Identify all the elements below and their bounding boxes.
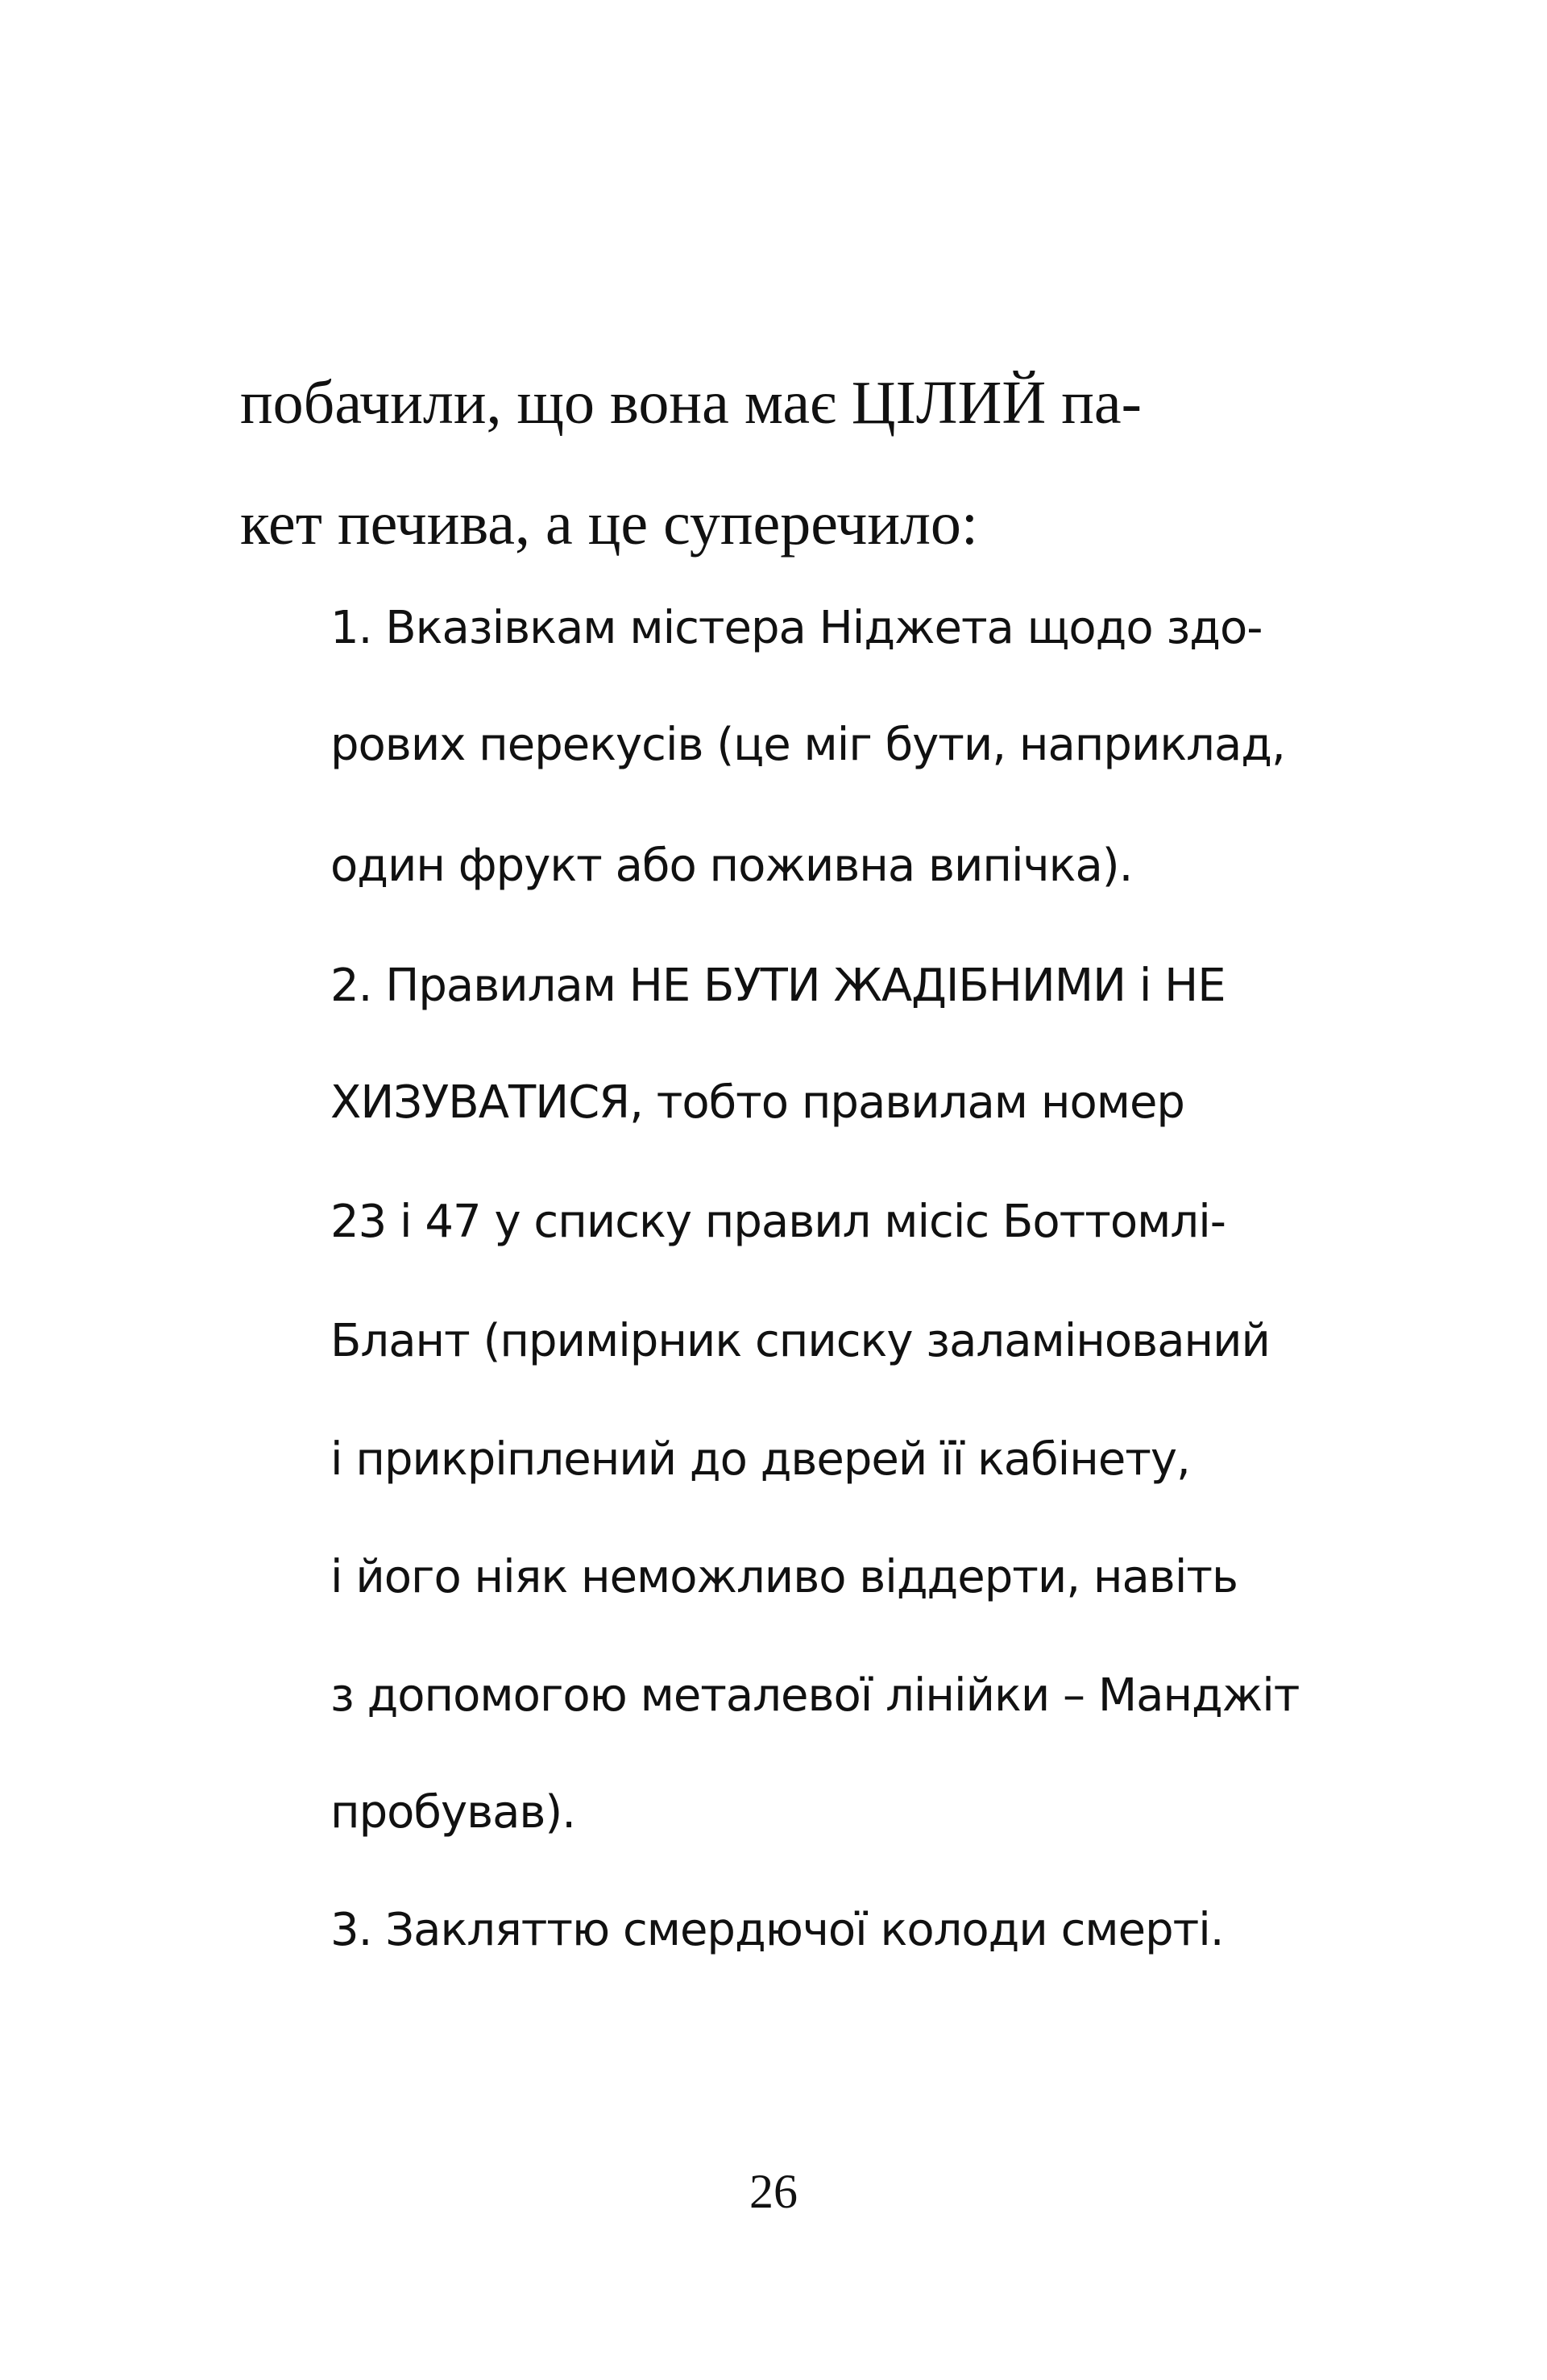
list-item-3-line-1: 3. Закляттю смердючої колоди смерті. xyxy=(330,1904,1224,1956)
paragraph-line-2: кет печива, а це суперечило: xyxy=(240,490,979,558)
list-item-2-line-8: пробував). xyxy=(330,1786,576,1839)
list-item-2-line-2: ХИЗУВАТИСЯ, тобто правилам номер xyxy=(330,1076,1184,1129)
list-item-1-line-3: один фрукт або поживна випічка). xyxy=(330,840,1133,892)
list-item-2-line-4: Блант (примірник списку заламінований xyxy=(330,1315,1270,1367)
list-item-2-line-5: і прикріплений до дверей її кабінету, xyxy=(330,1433,1190,1486)
list-item-2-line-7: з допомогою металевої лінійки – Манджіт xyxy=(330,1669,1300,1722)
paragraph-line-1: побачили, що вона має ЦІЛИЙ па- xyxy=(240,369,1142,437)
list-item-1-line-1: 1. Вказівкам містера Ніджета щодо здо- xyxy=(330,602,1263,654)
list-item-2-line-6: і його ніяк неможливо віддерти, навіть xyxy=(330,1551,1238,1603)
list-item-2-line-1: 2. Правилам НЕ БУТИ ЖАДІБНИМИ і НЕ xyxy=(330,960,1226,1012)
list-item-2-line-3: 23 і 47 у списку правил місіс Боттомлі- xyxy=(330,1196,1226,1248)
list-item-1-line-2: рових перекусів (це міг бути, наприклад, xyxy=(330,719,1285,771)
page-number: 26 xyxy=(749,2165,798,2218)
